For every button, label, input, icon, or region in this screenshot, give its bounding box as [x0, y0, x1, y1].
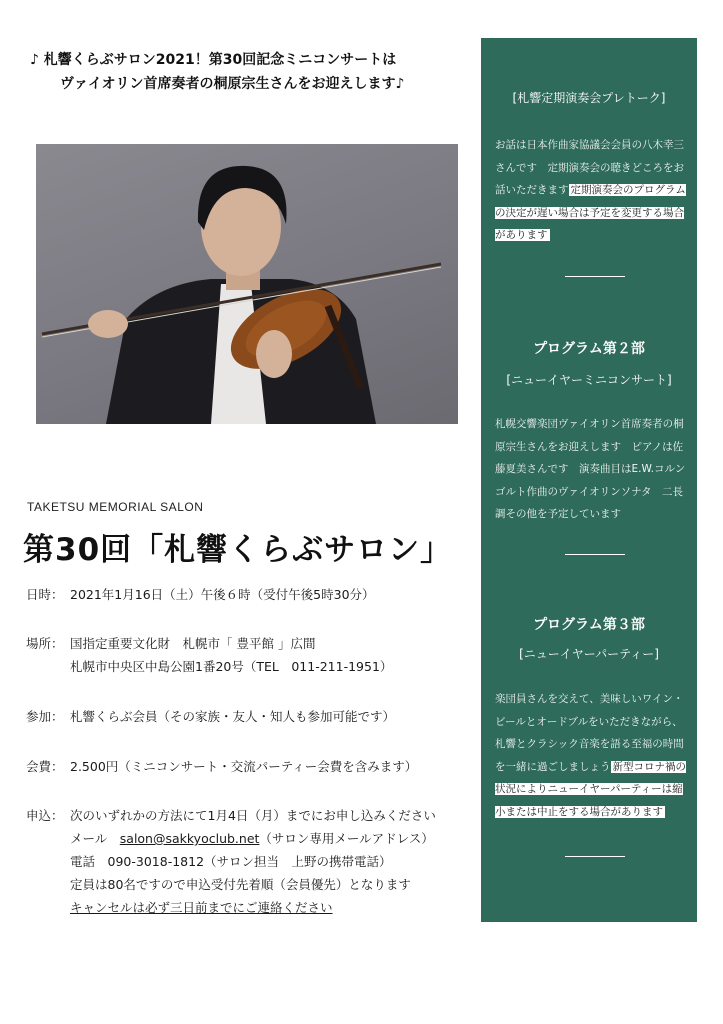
pretalk-text-highlight: 定期演奏会のプログラムの決定が遅い場合は予定を変更する場合があります — [495, 184, 686, 241]
violinist-illustration — [36, 144, 458, 424]
divider-1 — [565, 276, 625, 277]
program-part2-bracket-title: [ニューイヤーミニコンサート] — [506, 373, 672, 387]
apply-phone-row — [26, 850, 466, 873]
program-part3-text — [495, 688, 691, 823]
date-label: 日時： — [26, 587, 64, 602]
page-title: 第30回「札響くらぶサロン」 — [23, 532, 453, 568]
program-panel — [481, 38, 697, 922]
mail-note: （サロン専用メールアドレス） — [259, 831, 434, 846]
date-value: 2021年1月16日（土）午後６時（受付午後5時30分） — [70, 587, 375, 602]
pretalk-text-plain: お話は日本作曲家協議会会員の八木幸三さんです 定期演奏会の聴きどころをお話いただきます — [495, 139, 684, 196]
info-fee — [26, 755, 466, 778]
apply-label: 申込： — [26, 808, 64, 823]
subtitle-english: TAKETSU MEMORIAL SALON — [27, 500, 204, 514]
mail-address-link[interactable]: salon@sakkyoclub.net — [119, 831, 260, 846]
pretalk-bracket-title: [札響定期演奏会プレトーク] — [512, 91, 666, 105]
violinist-photo — [36, 144, 458, 424]
program-part3-bracket-title: [ニューイヤーパーティー] — [519, 647, 659, 661]
headline — [30, 48, 470, 96]
pretalk-text — [495, 134, 691, 247]
phone-label: 電話 — [70, 854, 108, 869]
apply-mail-row — [26, 827, 466, 850]
program-part3-text-plain: 楽団員さんを交えて、美味しいワイン・ビールとオードブルをいただきながら、札響とクラシック音楽を語る至福の時間を一緒に過ごしましょう — [495, 693, 684, 773]
info-join — [26, 705, 466, 728]
headline-line-1: ♪ 札響くらぶサロン2021！第30回記念ミニコンサートは — [30, 52, 397, 68]
fee-value: 2.500円（ミニコンサート・交流パーティー会費を含みます） — [70, 759, 418, 774]
info-place — [26, 632, 466, 678]
place-line-1: 国指定重要文化財 札幌市「 豊平館 」広間 — [70, 636, 316, 651]
fee-label: 会費： — [26, 759, 64, 774]
headline-line-2: ヴァイオリン首席奏者の桐原宗生さんをお迎えします♪ — [60, 76, 405, 92]
cancel-note: キャンセルは必ず三日前までにご連絡ください — [70, 900, 333, 915]
place-label: 場所： — [26, 636, 64, 651]
capacity-note: 定員は80名ですので申込受付先着順（会員優先）となります — [70, 877, 411, 892]
phone-value: 090-3018-1812（サロン担当 上野の携帯電話） — [107, 854, 392, 869]
program-part2-heading: プログラム第２部 — [533, 341, 645, 357]
info-apply — [26, 804, 466, 919]
info-date — [26, 583, 466, 606]
program-part3-heading: プログラム第３部 — [533, 617, 645, 633]
program-part2-text: 札幌交響楽団ヴァイオリン首席奏者の桐原宗生さんをお迎えします ピアノは佐藤夏美さんです 演奏曲目はE.W.コルンゴルト作曲のヴァイオリンソナタ 二長調その他を予定しています — [495, 418, 686, 520]
mail-label: メール — [70, 831, 120, 846]
apply-line-1: 次のいずれかの方法にて1月4日（月）までにお申し込みください — [70, 808, 436, 823]
program-part3-text-highlight: 新型コロナ禍の状況によりニューイヤーパーティーは縮小または中止をする場合があります — [495, 760, 686, 818]
join-value: 札響くらぶ会員（その家族・友人・知人も参加可能です） — [70, 709, 396, 724]
divider-2 — [565, 554, 625, 555]
join-label: 参加： — [26, 709, 64, 724]
place-line-2: 札幌市中央区中島公園1番20号（TEL 011-211-1951） — [70, 659, 393, 674]
divider-3 — [565, 856, 625, 857]
